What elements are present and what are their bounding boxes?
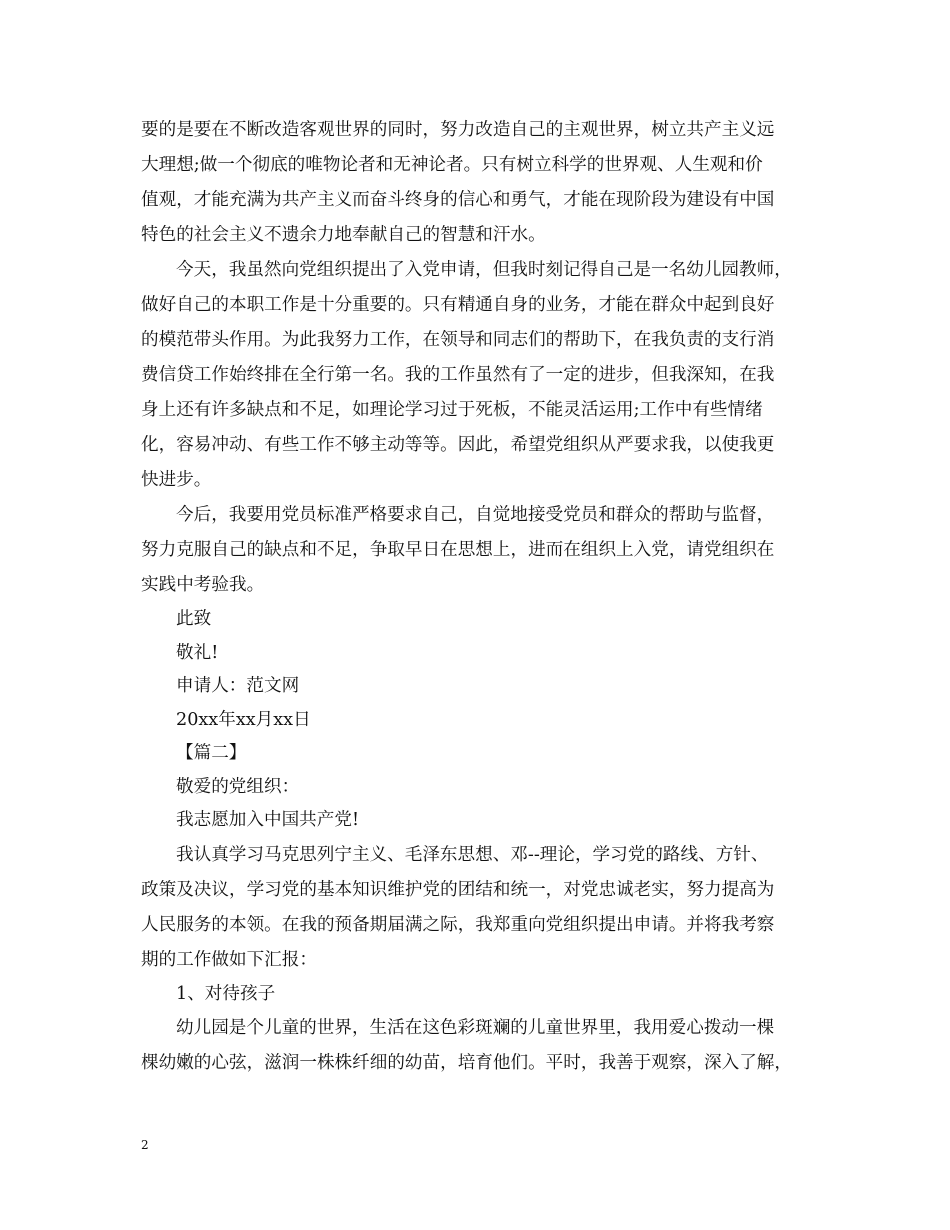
paragraph-line: 努力克服自己的缺点和不足，争取早日在思想上，进而在组织上入党，请党组织在 xyxy=(141,540,775,560)
paragraph-line: 快进步。 xyxy=(141,470,212,490)
closing-line: 敬礼! xyxy=(176,642,219,663)
paragraph-line: 今后，我要用党员标准严格要求自己，自觉地接受党员和群众的帮助与监督， xyxy=(176,505,775,525)
paragraph-line: 幼儿园是个儿童的世界，生活在这色彩斑斓的儿童世界里，我用爱心拨动一棵 xyxy=(176,1018,775,1038)
paragraph-line: 费信贷工作始终排在全行第一名。我的工作虽然有了一定的进步，但我深知，在我 xyxy=(141,365,775,385)
closing-line: 此致 xyxy=(176,609,212,629)
paragraph-line: 政策及决议，学习党的基本知识维护党的团结和统一，对党忠诚老实，努力提高为 xyxy=(141,879,775,900)
list-heading: 1、对待孩子 xyxy=(176,983,276,1004)
document-body xyxy=(141,113,821,1081)
date-line: 20xx年xx月xx日 xyxy=(176,709,311,730)
salutation-line: 敬爱的党组织： xyxy=(176,776,300,797)
paragraph-line: 期的工作做如下汇报： xyxy=(141,949,317,970)
page-number: 2 xyxy=(141,1138,149,1152)
section-heading: 【篇二】 xyxy=(176,743,247,763)
paragraph-line: 做好自己的本职工作是十分重要的。只有精通自身的业务，才能在群众中起到良好 xyxy=(141,295,775,315)
paragraph-line: 身上还有许多缺点和不足，如理论学习过于死板，不能灵活运用;工作中有些情绪 xyxy=(141,400,763,420)
paragraph-line: 大理想;做一个彻底的唯物论者和无神论者。只有树立科学的世界观、人生观和价 xyxy=(141,155,763,175)
paragraph-line: 人民服务的本领。在我的预备期届满之际，我郑重向党组织提出申请。并将我考察 xyxy=(141,914,775,935)
paragraph-line: 实践中考验我。 xyxy=(141,575,265,595)
applicant-line: 申请人：范文网 xyxy=(176,676,300,696)
paragraph-line: 今天，我虽然向党组织提出了入党申请，但我时刻记得自己是一名幼儿园教师， xyxy=(176,260,792,280)
paragraph-line: 我认真学习马克思列宁主义、毛泽东思想、邓--理论，学习党的路线、方针、 xyxy=(176,844,769,865)
paragraph-line: 的模范带头作用。为此我努力工作，在领导和同志们的帮助下，在我负责的支行消 xyxy=(141,330,775,350)
paragraph-line: 要的是要在不断改造客观世界的同时，努力改造自己的主观世界，树立共产主义远 xyxy=(141,120,775,140)
paragraph-line: 特色的社会主义不遗余力地奉献自己的智慧和汗水。 xyxy=(141,225,546,245)
paragraph-line: 值观，才能充满为共产主义而奋斗终身的信心和勇气，才能在现阶段为建设有中国 xyxy=(141,190,775,210)
paragraph-line: 化，容易冲动、有些工作不够主动等等。因此，希望党组织从严要求我，以使我更 xyxy=(141,435,775,455)
statement-line: 我志愿加入中国共产党! xyxy=(176,810,360,830)
paragraph-line: 棵幼嫩的心弦，滋润一株株纤细的幼苗，培育他们。平时，我善于观察，深入了解， xyxy=(141,1053,792,1073)
